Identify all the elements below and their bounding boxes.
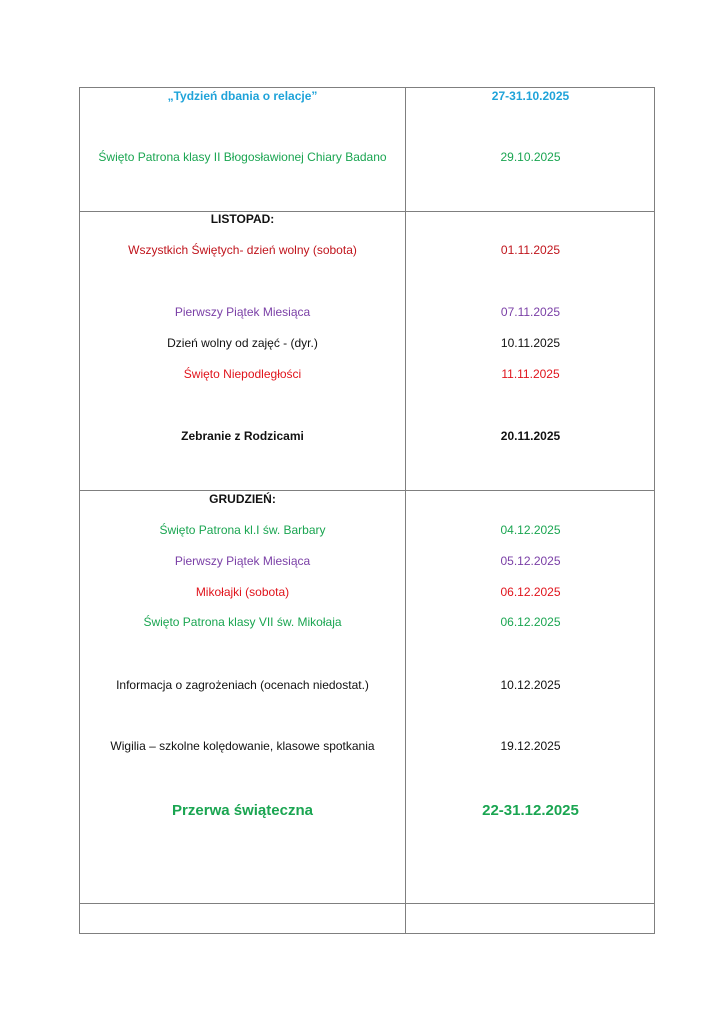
event-date: 11.11.2025 xyxy=(501,367,560,381)
event-date: 04.12.2025 xyxy=(500,523,561,537)
event-name: Święto Patrona kl.I św. Barbary xyxy=(159,523,326,537)
event-date: 06.12.2025 xyxy=(500,615,561,629)
event-name: Dzień wolny od zajęć - (dyr.) xyxy=(167,336,318,350)
event-name: Informacja o zagrożeniach (ocenach niedostat.) xyxy=(116,678,369,692)
event-name: Pierwszy Piątek Miesiąca xyxy=(174,305,311,319)
event-name: Przerwa świąteczna xyxy=(172,802,313,819)
event-date: 06.12.2025 xyxy=(500,585,561,599)
month-heading: LISTOPAD: xyxy=(210,212,275,226)
event-date: 01.11.2025 xyxy=(500,243,561,257)
event-date: 20.11.2025 xyxy=(500,429,561,443)
event-date: 22-31.12.2025 xyxy=(482,802,579,819)
event-name: Mikołajki (sobota) xyxy=(195,585,290,599)
event-name: Wigilia – szkolne kolędowanie, klasowe spotkania xyxy=(110,739,375,753)
event-date: 29.10.2025 xyxy=(500,150,561,164)
event-name: „Tydzień dbania o relacje” xyxy=(167,89,318,103)
event-date: 27-31.10.2025 xyxy=(491,89,570,103)
event-date: 10.11.2025 xyxy=(500,336,561,350)
event-date: 07.11.2025 xyxy=(500,305,561,319)
row-divider xyxy=(79,903,655,904)
event-name: Pierwszy Piątek Miesiąca xyxy=(174,554,311,568)
event-date: 19.12.2025 xyxy=(500,739,561,753)
event-name: Wszystkich Świętych- dzień wolny (sobota) xyxy=(128,243,357,257)
event-name: Święto Patrona klasy II Błogosławionej Chiary Badano xyxy=(98,150,387,164)
event-name: Święto Patrona klasy VII św. Mikołaja xyxy=(143,615,342,629)
month-heading: GRUDZIEŃ: xyxy=(209,492,276,506)
event-date: 05.12.2025 xyxy=(500,554,561,568)
event-date: 10.12.2025 xyxy=(500,678,561,692)
event-name: Święto Niepodległości xyxy=(183,367,302,381)
event-name: Zebranie z Rodzicami xyxy=(181,429,304,443)
